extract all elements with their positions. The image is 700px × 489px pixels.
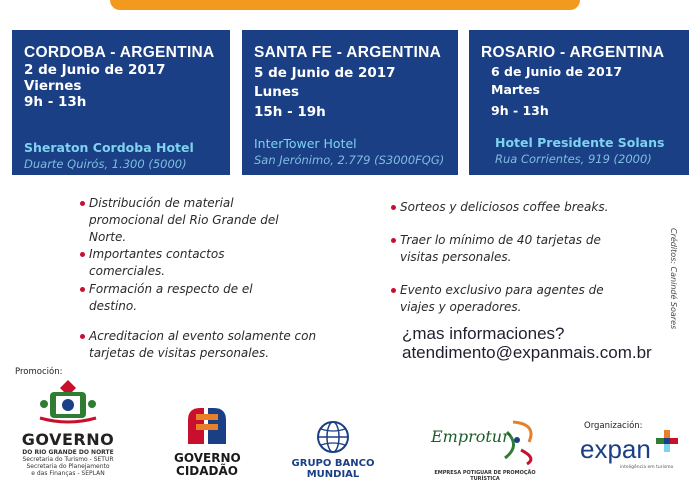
- plus-icon: [656, 430, 678, 452]
- top-accent-bar: [110, 0, 580, 10]
- event-city: SANTA FE - ARGENTINA: [254, 44, 442, 61]
- logo-subtitle: inteligência em turismo: [620, 465, 674, 470]
- globe-icon: [268, 420, 398, 454]
- logo-emprotur: [425, 418, 545, 482]
- event-hotel: Sheraton Cordoba Hotel: [24, 140, 194, 155]
- bullet-item: Importantes contactos comerciales.: [89, 246, 304, 280]
- bullet-dot: [80, 334, 85, 339]
- coat-of-arms-icon: [18, 378, 118, 426]
- event-day: Viernes: [24, 78, 82, 94]
- logo-expan: [580, 434, 690, 484]
- event-day: Martes: [491, 82, 540, 97]
- bullet-item: Distribución de material promocional del Rio Grande del Norte.: [89, 195, 304, 246]
- hands-icon: [174, 400, 240, 448]
- organizacion-label: Organización:: [584, 421, 643, 431]
- event-date: 5 de Junio de 2017: [254, 65, 396, 81]
- logo-title: GOVERNO: [21, 430, 115, 449]
- bullet-dot: [80, 201, 85, 206]
- event-card-cordoba: [12, 30, 230, 175]
- contact-question: ¿mas informaciones?: [402, 324, 565, 343]
- event-date: 6 de Junio de 2017: [491, 64, 623, 79]
- event-city: CORDOBA - ARGENTINA: [24, 44, 215, 61]
- event-hours: 15h - 19h: [254, 104, 326, 120]
- bullet-dot: [391, 205, 396, 210]
- event-date: 2 de Junio de 2017: [24, 62, 166, 78]
- logo-governo-cidadao: [174, 400, 240, 480]
- logo-governo-rn: [18, 378, 118, 486]
- event-day: Lunes: [254, 84, 300, 100]
- event-city: ROSARIO - ARGENTINA: [481, 44, 665, 61]
- event-hours: 9h - 13h: [24, 94, 87, 110]
- logo-line2: CIDADÃO: [176, 464, 238, 478]
- logo-subtitle: EMPRESA POTIGUAR DE PROMOÇÃO TURÍSTICA: [434, 470, 536, 482]
- event-hours: 9h - 13h: [491, 103, 549, 118]
- event-address: San Jerónimo, 2.779 (S3000FQG): [254, 153, 445, 167]
- bullet-dot: [391, 288, 396, 293]
- event-address: Duarte Quirós, 1.300 (5000): [24, 157, 187, 171]
- bullet-item: Formación a respecto de el destino.: [89, 281, 304, 315]
- event-card-santa-fe: [242, 30, 458, 175]
- bullet-item: Acreditacion al evento solamente con tarjetas de visitas personales.: [89, 328, 319, 362]
- logo-text: expan: [580, 434, 651, 464]
- bullet-dot: [80, 252, 85, 257]
- logo-subtitle: DO RIO GRANDE DO NORTE: [22, 449, 114, 456]
- event-address: Rua Corrientes, 919 (2000): [495, 152, 652, 166]
- logo-subtitle: Secretaria do Planejamento: [26, 463, 110, 470]
- emprotur-swirl-icon: [425, 418, 545, 466]
- logo-banco-mundial: [268, 420, 398, 480]
- bullet-item: Sorteos y deliciosos coffee breaks.: [400, 199, 640, 216]
- bullet-item: Traer lo mínimo de 40 tarjetas de visitas personales.: [400, 232, 630, 266]
- event-hotel: InterTower Hotel: [254, 136, 357, 151]
- event-hotel: Hotel Presidente Solans: [495, 135, 665, 150]
- promocion-label: Promoción:: [15, 367, 63, 377]
- logo-text: GRUPO BANCO MUNDIAL: [291, 458, 375, 480]
- bullet-dot: [391, 238, 396, 243]
- logo-subtitle: e das Finanças - SEPLAN: [31, 470, 105, 477]
- contact-email-link[interactable]: atendimento@expanmais.com.br: [402, 343, 652, 362]
- bullet-item: Evento exclusivo para agentes de viajes y operadores.: [400, 282, 630, 316]
- logo-line1: GOVERNO: [174, 451, 241, 465]
- photo-credits: Créditos: Canindé Soares: [669, 228, 678, 330]
- logo-subtitle: Secretaria do Turismo - SETUR: [22, 456, 114, 463]
- emprotur-wordmark: Emprotur: [431, 427, 510, 446]
- bullet-dot: [80, 287, 85, 292]
- event-card-rosario: [469, 30, 689, 175]
